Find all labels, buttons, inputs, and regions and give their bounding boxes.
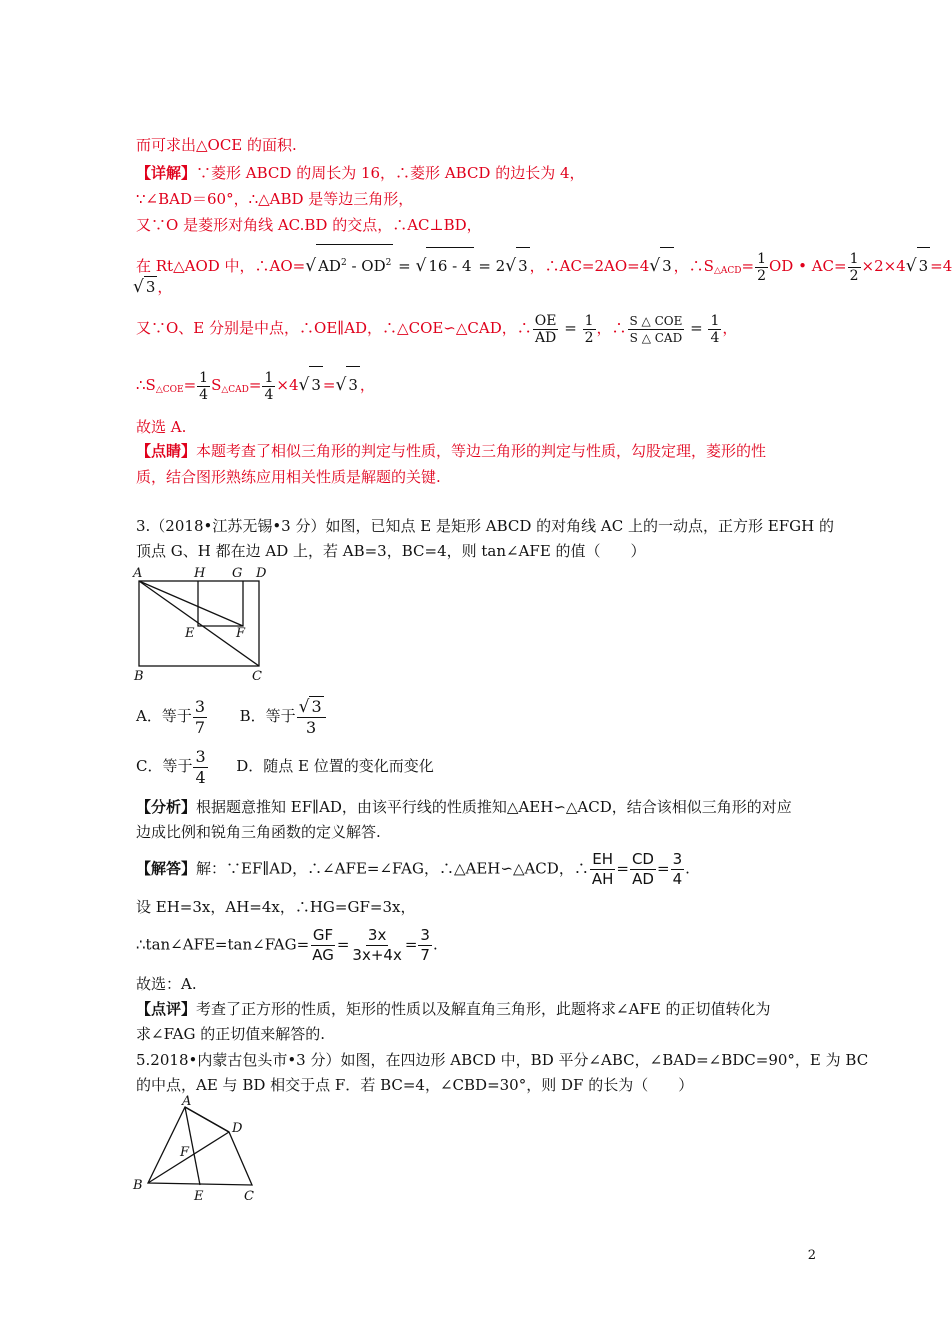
sol-line-6: √ 3 ，	[133, 277, 173, 297]
fraction: $\frac{GF}{AG}$	[312, 926, 334, 964]
radical: 3	[145, 278, 156, 296]
analysis-tag: 【分析】	[136, 798, 197, 816]
radical: 3	[660, 247, 674, 284]
label-A: A	[133, 566, 143, 581]
sol-line-3: ∵∠BAD＝60°，∴△ABD 是等边三角形，	[136, 190, 414, 208]
sol-line-2	[136, 163, 585, 183]
label-D: D	[256, 566, 267, 581]
q3-stem-2: 顶点 G、H 都在边 AD 上，若 AB=3，BC=4，则 tan∠AFE 的值（ ）	[136, 542, 646, 560]
label-F: F	[180, 1145, 190, 1160]
fraction: $\frac{1}{4}$	[264, 369, 274, 403]
fraction: $\frac{3}{7}$	[194, 696, 206, 737]
label-H: H	[194, 566, 206, 581]
radical: 3	[917, 247, 931, 284]
review-tag: 【点评】	[136, 1000, 197, 1018]
fraction: $\frac{1}{4}$	[710, 312, 720, 346]
label-F: F	[236, 626, 246, 641]
sol-text: ∵菱形 ABCD 的周长为 16，∴菱形 ABCD 的边长为 4，	[196, 164, 585, 182]
page-number: 2	[807, 1248, 816, 1263]
sol-line-11: 质，结合图形熟练应用相关性质是解题的关键.	[136, 468, 441, 486]
q3-review-1: 【点评】考查了正方形的性质，矩形的性质以及解直角三角形，此题将求∠AFE 的正切值转化为	[136, 1000, 771, 1018]
label-C: C	[252, 669, 262, 684]
sol-line-9: 故选 A.	[136, 418, 187, 436]
q3-review-2: 求∠FAG 的正切值来解答的.	[136, 1025, 326, 1043]
radical: $AD^2 - OD^2$	[316, 244, 393, 284]
comment-tag: 【点睛】	[136, 442, 197, 460]
fraction: $\frac{1}{2}$	[849, 250, 859, 284]
label-A: A	[182, 1094, 192, 1109]
radical: 3	[516, 247, 530, 284]
sol-line-4: 又∵O 是菱形对角线 AC.BD 的交点，∴AC⊥BD，	[136, 216, 482, 234]
fraction: $\frac{3x}{3x+4x}$	[352, 926, 402, 964]
radical: 3	[346, 366, 360, 403]
solution-tag: 【解答】	[136, 859, 197, 878]
detail-tag: 【详解】	[136, 164, 197, 182]
q3-figure	[128, 562, 278, 688]
label-E: E	[185, 626, 195, 641]
sol-line-10: 【点睛】本题考查了相似三角形的判定与性质，等边三角形的判定与性质，勾股定理，菱形的性	[136, 442, 767, 460]
sol-line-7: 又∵O、E 分别是中点，∴OE∥AD，∴△COE∽△CAD，∴ $\frac{OE}{AD}$ = $\frac{1}{2}$ ，∴ $\frac{\text{S △ COE}}{\text{S △ CAD}}$ = $\frac{1}{4}$ ，	[136, 312, 738, 346]
label-B: B	[133, 1178, 143, 1193]
fraction: $\frac{1}{2}$	[584, 312, 594, 346]
q5-stem-1: 5.2018•内蒙古包头市•3 分）如图，在四边形 ABCD 中，BD 平分∠ABC，∠BAD=∠BDC=90°，E 为 BC	[136, 1051, 869, 1069]
label-G: G	[232, 566, 243, 581]
fraction: $\frac{3}{4}$	[195, 746, 206, 787]
q3-analysis-1: 【分析】根据题意推知 EF∥AD，由该平行线的性质推知△AEH∽△ACD，结合该相似三角形的对应	[136, 798, 792, 816]
q3-analysis-2: 边成比例和锐角三角函数的定义解答.	[136, 823, 381, 841]
fraction: $\frac{1}{4}$	[199, 369, 209, 403]
q3-answer: 故选：A.	[136, 975, 197, 993]
fraction: $\frac{\text{S △ COE}}{\text{S △ CAD}}$	[629, 313, 683, 345]
q5-stem-2: 的中点，AE 与 BD 相交于点 F．若 BC=4，∠CBD=30°，则 DF 的长为（ ）	[136, 1076, 694, 1094]
option-c[interactable]: C．等于 $\frac{3}{4}$	[136, 746, 206, 787]
radical: 3	[309, 366, 323, 403]
q3-solution-2: 设 EH=3x，AH=4x，∴HG=GF=3x，	[136, 898, 416, 916]
q3-options-ab	[136, 696, 327, 738]
label-B: B	[134, 669, 144, 684]
label-D: D	[232, 1121, 243, 1136]
fraction: $\frac{1}{2}$	[757, 250, 766, 284]
q3-stem-1: 3.（2018•江苏无锡•3 分）如图，已知点 E 是矩形 ABCD 的对角线 AC 上的一动点，正方形 EFGH 的	[136, 517, 834, 535]
label-C: C	[244, 1189, 254, 1204]
radical: 16 - 4	[426, 247, 473, 284]
text: 在 Rt△AOD 中，∴AO=	[136, 257, 306, 275]
option-b[interactable]: B．等于 $\frac{√ 3}{3}$	[240, 707, 327, 725]
fraction: $\frac{EH}{AH}$	[591, 850, 614, 888]
sol-line-1: 而可求出△OCE 的面积.	[136, 136, 297, 154]
fraction: $\frac{CD}{AD}$	[631, 850, 654, 888]
option-d[interactable]: D．随点 E 位置的变化而变化	[236, 757, 434, 775]
sol-line-5: 在 Rt△AOD 中，∴AO=√ $AD^2 - OD^2$ = √ 16 - 4 = 2√ 3 ，∴AC=2AO=4√ 3 ，$\therefore S_{\triangle ACD}=$ $\frac{1}{2}$ OD • AC= $\frac{1}{2}$ ×2×4√ 3 =4	[136, 244, 952, 289]
option-a[interactable]: A．等于 $\frac{3}{7}$	[136, 696, 206, 737]
fraction: $\frac{√ 3}{3}$	[297, 696, 326, 738]
fraction: $\frac{3}{7}$	[420, 926, 430, 964]
q3-solution-3: ∴tan∠AFE=tan∠FAG= $\frac{GF}{AG}$ = $\frac{3x}{3x+4x}$ = $\frac{3}{7}$ .	[136, 926, 438, 964]
fraction: $\frac{3}{4}$	[672, 850, 683, 888]
label-E: E	[194, 1189, 204, 1204]
sol-line-8: $\therefore S_{\triangle COE}=$ $\frac{1}{4}$ $S_{\triangle CAD}=$ $\frac{1}{4}$ ×4√ 3 =√ 3 ，	[136, 366, 375, 408]
q5-figure	[128, 1094, 268, 1206]
fraction: $\frac{OE}{AD}$	[534, 312, 557, 346]
q3-solution-1: 【解答】解：∵EF∥AD，∴∠AFE=∠FAG，∴△AEH∽△ACD，∴ $\frac{EH}{AH}$ = $\frac{CD}{AD}$ = $\frac{3}{4}$ .	[136, 850, 690, 888]
q3-options-cd	[136, 746, 434, 788]
